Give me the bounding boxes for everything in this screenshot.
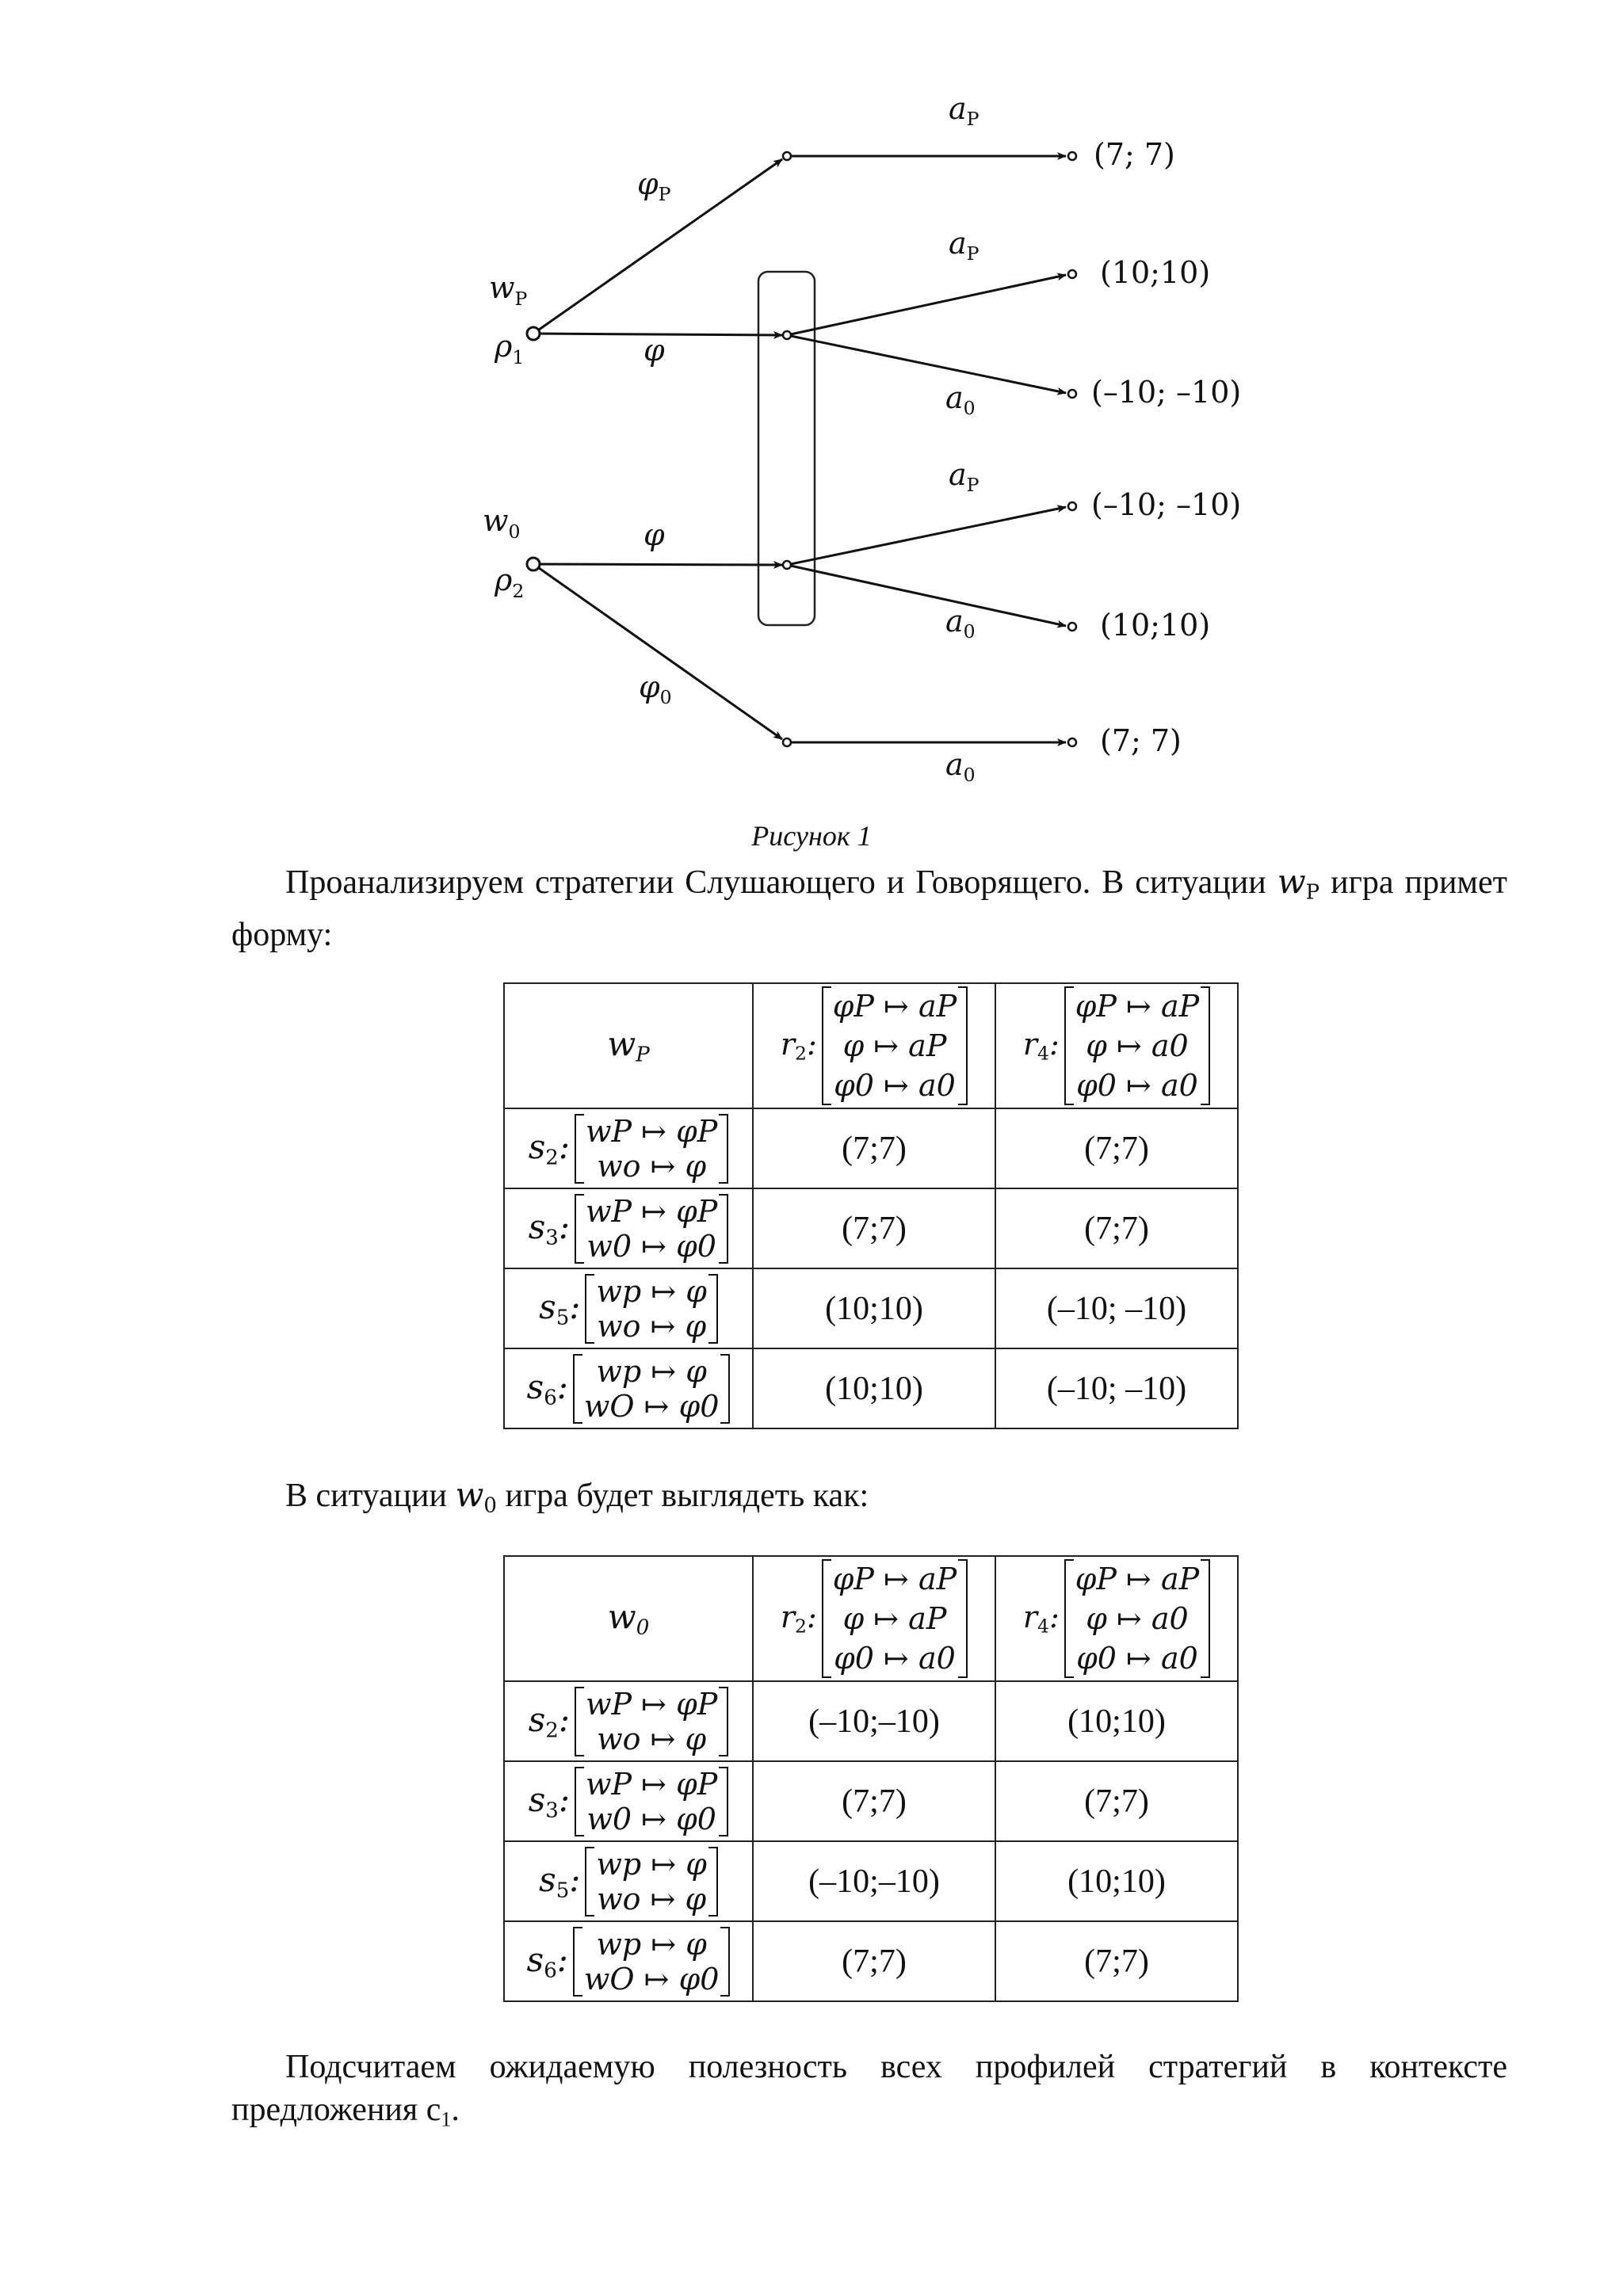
payoff-2: (10;10) bbox=[1100, 255, 1211, 290]
col-header-r2: $r_2$: φP ↦ aP φ ↦ aP φ0 ↦ a0 bbox=[753, 983, 995, 1108]
node-top bbox=[783, 152, 791, 160]
node-mid1 bbox=[783, 331, 791, 339]
game-tree-figure bbox=[0, 0, 1623, 840]
figure-caption: Рисунок 1 bbox=[751, 820, 872, 852]
payoff-table-w0 bbox=[503, 1555, 1239, 2002]
edge-mid1-aP bbox=[787, 275, 1066, 335]
payoff-6: (7; 7) bbox=[1100, 723, 1182, 758]
label-aP-mid1: $a_P$ bbox=[949, 226, 980, 265]
payoff-cell: (7;7) bbox=[753, 1761, 995, 1841]
payoff-cell: (10;10) bbox=[995, 1841, 1238, 1921]
terminal-node bbox=[1068, 390, 1076, 398]
label-a0-bottom: $a_0$ bbox=[945, 747, 976, 786]
payoff-3: (–10; –10) bbox=[1091, 375, 1242, 410]
label-rho1: $\rho_1$ bbox=[495, 329, 525, 368]
payoff-cell: (7;7) bbox=[753, 1921, 995, 2001]
payoff-cell: (7;7) bbox=[995, 1921, 1238, 2001]
payoff-cell: (7;7) bbox=[753, 1188, 995, 1268]
label-phi0: $\varphi_0$ bbox=[639, 669, 672, 708]
payoff-cell: (10;10) bbox=[753, 1348, 995, 1428]
label-a0-mid2: $a_0$ bbox=[945, 604, 976, 643]
col-header-r2: $r_2$: φP ↦ aP φ ↦ aP φ0 ↦ a0 bbox=[753, 1556, 995, 1681]
table-row bbox=[504, 1348, 1238, 1428]
label-aP-top: $a_P$ bbox=[949, 91, 980, 130]
table-row bbox=[504, 1268, 1238, 1348]
strategy-matrix: φP ↦ aP φ ↦ a0 φ0 ↦ a0 bbox=[1064, 985, 1210, 1107]
row-header-s3: $s_3$: wP ↦ φP w0 ↦ φ0 bbox=[504, 1188, 753, 1268]
terminal-node bbox=[1068, 270, 1076, 278]
payoff-cell: (7;7) bbox=[753, 1108, 995, 1188]
paragraph-expected-utility: Подсчитаем ожидаемую полезность всех профилей стратегий в контексте предложения $c_1$. bbox=[231, 2049, 1507, 2131]
label-phiP: $\varphi_P$ bbox=[637, 166, 671, 205]
label-aP-mid2: $a_P$ bbox=[949, 457, 980, 496]
payoff-cell: (–10;–10) bbox=[753, 1681, 995, 1761]
label-a0-mid1: $a_0$ bbox=[945, 380, 976, 419]
payoff-cell: (–10; –10) bbox=[995, 1268, 1238, 1348]
terminal-node bbox=[1068, 152, 1076, 160]
terminal-node bbox=[1068, 502, 1076, 510]
label-rho2: $\rho_2$ bbox=[495, 563, 525, 602]
payoff-cell: (10;10) bbox=[753, 1268, 995, 1348]
table-row bbox=[504, 1681, 1238, 1761]
strategy-matrix: φP ↦ aP φ ↦ aP φ0 ↦ a0 bbox=[822, 985, 968, 1107]
table-row bbox=[504, 1841, 1238, 1921]
payoff-table-wP bbox=[503, 982, 1239, 1429]
row-header-s5: $s_5$: wp ↦ φ wo ↦ φ bbox=[504, 1841, 753, 1921]
row-header-s5: $s_5$: wp ↦ φ wo ↦ φ bbox=[504, 1268, 753, 1348]
row-header-s6: $s_6$: wp ↦ φ wO ↦ φ0 bbox=[504, 1921, 753, 2001]
paragraph-analysis: Проанализируем стратегии Слушающего и Говорящего. В ситуации $w_P$ игра примет форму: bbox=[231, 862, 1507, 954]
label-wP: $w_P$ bbox=[489, 270, 528, 310]
payoff-cell: (–10;–10) bbox=[753, 1841, 995, 1921]
edge-rho2-phi bbox=[533, 564, 782, 565]
table-row bbox=[504, 1108, 1238, 1188]
payoff-1: (7; 7) bbox=[1094, 137, 1175, 172]
label-w0: $w_0$ bbox=[483, 503, 521, 543]
col-header-r4: $r_4$: φP ↦ aP φ ↦ a0 φ0 ↦ a0 bbox=[995, 983, 1238, 1108]
row-header-s6: $s_6$: wp ↦ φ wO ↦ φ0 bbox=[504, 1348, 753, 1428]
row-header-s2: $s_2$: wP ↦ φP wo ↦ φ bbox=[504, 1681, 753, 1761]
terminal-node bbox=[1068, 738, 1076, 746]
table-row bbox=[504, 1188, 1238, 1268]
information-set-box bbox=[758, 272, 815, 625]
corner-cell: $w_0$ bbox=[504, 1556, 753, 1681]
row-header-s2: $s_2$: wP ↦ φP wo ↦ φ bbox=[504, 1108, 753, 1188]
node-mid2 bbox=[783, 561, 791, 569]
payoff-cell: (7;7) bbox=[995, 1108, 1238, 1188]
label-phi-top: φ bbox=[643, 333, 665, 368]
payoff-5: (10;10) bbox=[1100, 608, 1211, 643]
edge-mid2-aP bbox=[787, 507, 1066, 565]
edge-mid2-a0 bbox=[787, 565, 1066, 626]
payoff-cell: (10;10) bbox=[995, 1681, 1238, 1761]
payoff-cell: (–10; –10) bbox=[995, 1348, 1238, 1428]
label-phi-bottom: φ bbox=[643, 517, 665, 552]
edge-rho2-phi0 bbox=[533, 564, 782, 739]
table-row bbox=[504, 1761, 1238, 1841]
table-row bbox=[504, 1921, 1238, 2001]
edge-mid1-a0 bbox=[787, 335, 1066, 393]
strategy-matrix: φP ↦ aP φ ↦ a0 φ0 ↦ a0 bbox=[1064, 1558, 1210, 1680]
payoff-cell: (7;7) bbox=[995, 1188, 1238, 1268]
node-rho1 bbox=[527, 327, 540, 340]
node-rho2 bbox=[527, 558, 540, 570]
corner-cell: $w_P$ bbox=[504, 983, 753, 1108]
col-header-r4: $r_4$: φP ↦ aP φ ↦ a0 φ0 ↦ a0 bbox=[995, 1556, 1238, 1681]
terminal-node bbox=[1068, 623, 1076, 631]
payoff-cell: (7;7) bbox=[995, 1761, 1238, 1841]
row-header-s3: $s_3$: wP ↦ φP w0 ↦ φ0 bbox=[504, 1761, 753, 1841]
node-bottom bbox=[783, 738, 791, 746]
payoff-4: (–10; –10) bbox=[1091, 487, 1242, 522]
strategy-matrix: φP ↦ aP φ ↦ aP φ0 ↦ a0 bbox=[822, 1558, 968, 1680]
paragraph-w0-situation: В ситуации $w_0$ игра будет выглядеть как: bbox=[285, 1475, 869, 1518]
